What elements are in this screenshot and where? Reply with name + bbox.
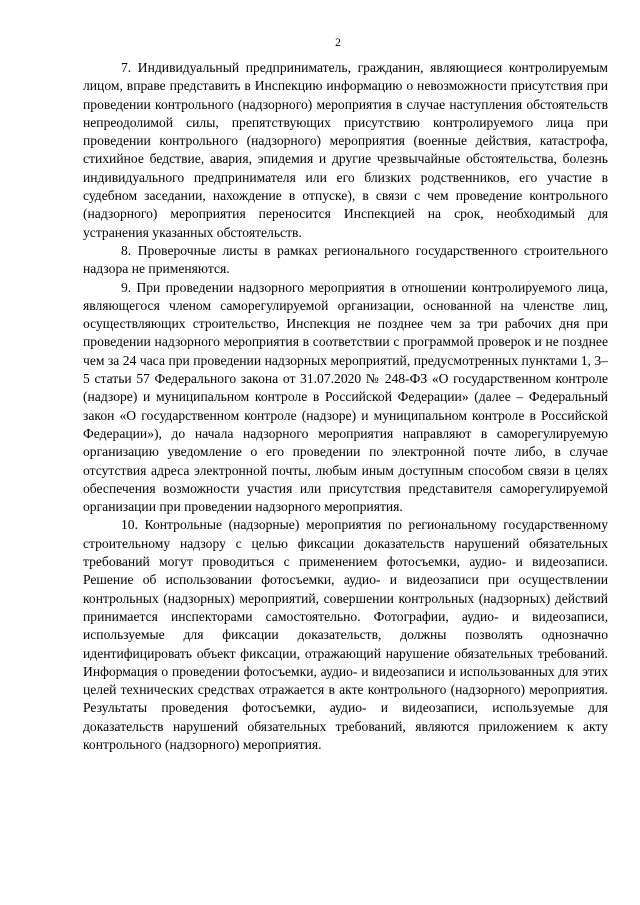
page-number: 2	[335, 37, 341, 49]
paragraph-item-10: 10. Контрольные (надзорные) мероприятия по региональному государственному строительному надзору с целью фиксации доказательств нарушений обязательных требований могут проводиться с применением фотосъемки, аудио- и видеозаписи. Решение об использовании фотосъемки, аудио- и видеозаписи при осуществлении контрольных (надзорных) мероприятий, совершении контрольных (надзорных) действий принимается инспекторами самостоятельно. Фотографии, аудио- и видеозаписи, используемые для фиксации доказательств, должны позволять однозначно идентифицировать объект фиксации, отражающий нарушение обязательных требований. Информация о проведении фотосъемки, аудио- и видеозаписи и использованных для этих целей технических средствах отражается в акте контрольного (надзорного) мероприятия. Результаты проведения фотосъемки, аудио- и видеозаписи, используемые для доказательств нарушений обязательных требований, являются приложением к акту контрольного (надзорного) мероприятия.	[83, 517, 608, 752]
paragraph-item-7: 7. Индивидуальный предприниматель, гражданин, являющиеся контролируемым лицом, вправе представить в Инспекцию информацию о невозможности присутствия при проведении контрольного (надзорного) мероприятия в случае наступления обстоятельств непреодолимой силы, препятствующих присутствию контролируемого лица при проведении контрольного (надзорного) мероприятия (военные действия, катастрофа, стихийное бедствие, авария, эпидемия и другие чрезвычайные обстоятельства, болезнь индивидуального предпринимателя или его близких родственников, его участие в судебном заседании, нахождение в отпуске), в связи с чем проведение контрольного (надзорного) мероприятия переносится Инспекцией на срок, необходимый для устранения указанных обстоятельств.	[83, 60, 608, 240]
paragraph-item-9: 9. При проведении надзорного мероприятия в отношении контролируемого лица, являющегося членом саморегулируемой организации, основанной на членстве лиц, осуществляющих строительство, Инспекция не позднее чем за три рабочих дня при проведении надзорного мероприятия в соответствии с программой проверок и не позднее чем за 24 часа при проведении надзорных мероприятий, предусмотренных пунктами 1, 3–5 статьи 57 Федерального закона от 31.07.2020 № 248-ФЗ «О государственном контроле (надзоре) и муниципальном контроле в Российской Федерации» (далее – Федеральный закон «О государственном контроле (надзоре) и муниципальном контроле в Российской Федерации»), до начала надзорного мероприятия направляют в саморегулируемую организацию уведомление о его проведении по электронной почте либо, в случае отсутствия адреса электронной почты, любым иным доступным способом связи в целях обеспечения возможности участия или присутствия представителя саморегулируемой организации при проведении надзорного мероприятия.	[83, 279, 608, 515]
paragraph-item-8: 8. Проверочные листы в рамках регионального государственного строительного надзора не применяются.	[83, 242, 608, 277]
